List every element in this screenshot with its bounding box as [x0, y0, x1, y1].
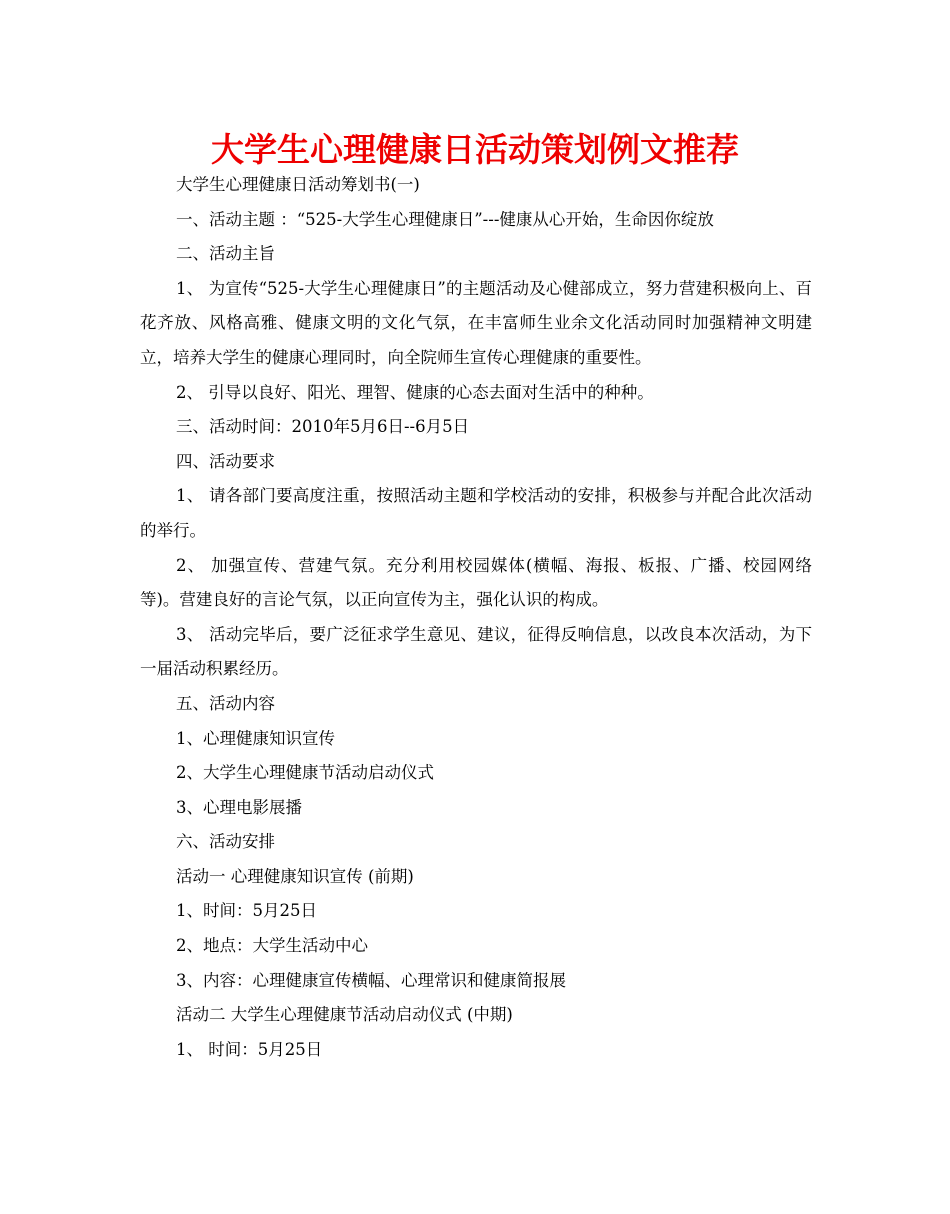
document-body: [140, 168, 812, 1067]
paragraph-requirement-3: 3、 活动完毕后，要广泛征求学生意见、建议，征得反响信息，以改良本次活动，为下一届活动积累经历。: [140, 624, 812, 679]
heading-activity-1: 活动一 心理健康知识宣传 (前期): [176, 866, 414, 886]
list-item-activity-2-time: 1、 时间：5月25日: [176, 1039, 323, 1059]
list-item-activity-1-time: 1、时间：5月25日: [176, 901, 317, 921]
paragraph-purpose-1: 1、 为宣传“525-大学生心理健康日”的主题活动及心健部成立，努力营建积极向上、百花齐放、风格高雅、健康文明的文化气氛，在丰富师生业余文化活动同时加强精神文明建立，培养大学生的健康心理同时，向全院师生宣传心理健康的重要性。: [140, 278, 812, 367]
list-item-content-2: 2、大学生心理健康节活动启动仪式: [176, 763, 434, 783]
paragraph-theme: 一、活动主题 ：“525-大学生心理健康日”---健康从心开始，生命因你绽放: [176, 209, 714, 229]
heading-content: 五、活动内容: [176, 693, 275, 713]
paragraph-requirement-2: 2、 加强宣传、营建气氛。充分利用校园媒体(横幅、海报、板报、广播、校园网络等)。营建良好的言论气氛，以正向宣传为主，强化认识的构成。: [140, 555, 812, 610]
paragraph-subtitle: 大学生心理健康日活动筹划书(一): [176, 175, 420, 194]
heading-schedule: 六、活动安排: [176, 832, 275, 852]
list-item-activity-1-content: 3、内容：心理健康宣传横幅、心理常识和健康简报展: [176, 970, 566, 990]
heading-activity-2: 活动二 大学生心理健康节活动启动仪式 (中期): [176, 1005, 513, 1025]
list-item-activity-1-place: 2、地点：大学生活动中心: [176, 936, 368, 956]
paragraph-purpose-2: 2、 引导以良好、阳光、理智、健康的心态去面对生活中的种种。: [176, 382, 654, 402]
paragraph-time: 三、活动时间：2010年5月6日--6月5日: [176, 417, 470, 437]
heading-requirements: 四、活动要求: [176, 451, 275, 471]
paragraph-requirement-1: 1、 请各部门要高度注重，按照活动主题和学校活动的安排，积极参与并配合此次活动的举行。: [140, 486, 812, 540]
document-title: 大学生心理健康日活动策划例文推荐: [211, 130, 739, 169]
list-item-content-3: 3、心理电影展播: [176, 797, 302, 817]
heading-purpose: 二、活动主旨: [176, 244, 275, 264]
list-item-content-1: 1、心理健康知识宣传: [176, 728, 335, 748]
